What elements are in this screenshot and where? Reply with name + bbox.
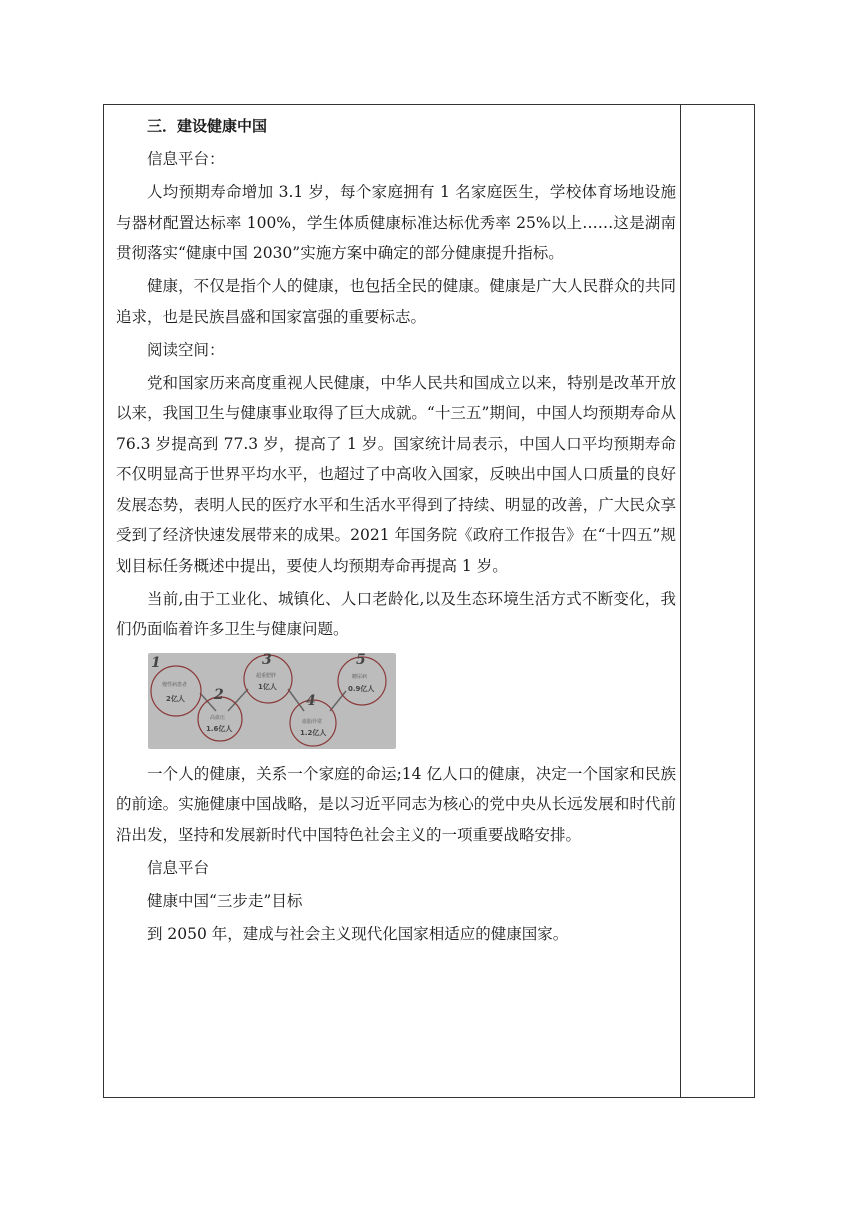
paragraph-health-problems: 当前,由于工业化、城镇化、人口老龄化,以及生态环境生活方式不断变化，我们仍面临着许多卫生与健康问题。 bbox=[116, 589, 676, 638]
paragraph-healthy-china-strategy: 一个人的健康，关系一个家庭的命运;14 亿人口的健康，决定一个国家和民族的前途。实施健康中国战略，是以习近平同志为核心的党中央从长远发展和时代前沿出发，坚持和发展新时代中国特色社会主义的一项重要战略安排。 bbox=[116, 764, 676, 844]
figure-number-5: 5 bbox=[356, 652, 366, 668]
figure-value-2: 1.6亿人 bbox=[206, 724, 233, 733]
figure-value-4: 1.2亿人 bbox=[300, 728, 327, 737]
info-platform-label: 信息平台： bbox=[147, 150, 225, 168]
paragraph-life-expectancy: 党和国家历来高度重视人民健康，中华人民共和国成立以来，特别是改革开放以来，我国卫生与健康事业取得了巨大成就。“十三五”期间，中国人均预期寿命从 76.3 岁提高到 77.3 岁，提高了 1 岁。国家统计局表示，中国人口平均预期寿命不仅明显高于世界平均水平，也超过了中高收入国家，反映出中国人口质量的良好发展态势，表明人民的医疗水平和生活水平得到了持续、明显的改善，广大民众享受到了经济快速发展带来的成果。2021 年国务院《政府工作报告》在“十四五”规划目标任务概述中提出，要使人均预期寿命再提高 1 岁。 bbox=[116, 373, 676, 575]
figure-desc-5: 糖尿病 bbox=[352, 673, 368, 680]
column-divider bbox=[680, 105, 681, 1097]
main-cell bbox=[116, 111, 676, 952]
figure-value-3: 1亿人 bbox=[258, 682, 277, 691]
figure-desc-4: 血脂异常 bbox=[302, 718, 323, 725]
figure-number-3: 3 bbox=[262, 652, 272, 668]
figure-desc-1: 慢性病患者 bbox=[162, 681, 188, 688]
section-heading: 三．建设健康中国 bbox=[147, 117, 268, 135]
health-statistics-figure bbox=[148, 653, 396, 749]
goal-text: 到 2050 年，建成与社会主义现代化国家相适应的健康国家。 bbox=[147, 924, 569, 943]
paragraph-health-indicators: 人均预期寿命增加 3.1 岁，每个家庭拥有 1 名家庭医生，学校体育场地设施与器材配置达标率 100%，学生体质健康标准达标优秀率 25%以上……这是湖南贯彻落实“健康中国 2030”实施方案中确定的部分健康提升指标。 bbox=[116, 183, 676, 262]
figure-desc-3: 超重肥胖 bbox=[256, 672, 277, 679]
figure-number-1: 1 bbox=[151, 654, 161, 671]
figure-number-2: 2 bbox=[214, 686, 224, 703]
content-table bbox=[103, 104, 755, 1098]
figure-number-4: 4 bbox=[306, 692, 316, 709]
info-platform-label-2: 信息平台 bbox=[147, 858, 210, 877]
figure-desc-2: 高血压 bbox=[210, 714, 226, 721]
figure-value-1: 2亿人 bbox=[166, 694, 185, 703]
health-statistics-graphic bbox=[148, 653, 396, 749]
paragraph-health-definition: 健康，不仅是指个人的健康，也包括全民的健康。健康是广大人民群众的共同追求，也是民族昌盛和国家富强的重要标志。 bbox=[116, 277, 676, 326]
goal-title: 健康中国“三步走”目标 bbox=[147, 891, 303, 910]
reading-space-label: 阅读空间： bbox=[147, 340, 225, 359]
figure-value-5: 0.9亿人 bbox=[348, 684, 375, 693]
